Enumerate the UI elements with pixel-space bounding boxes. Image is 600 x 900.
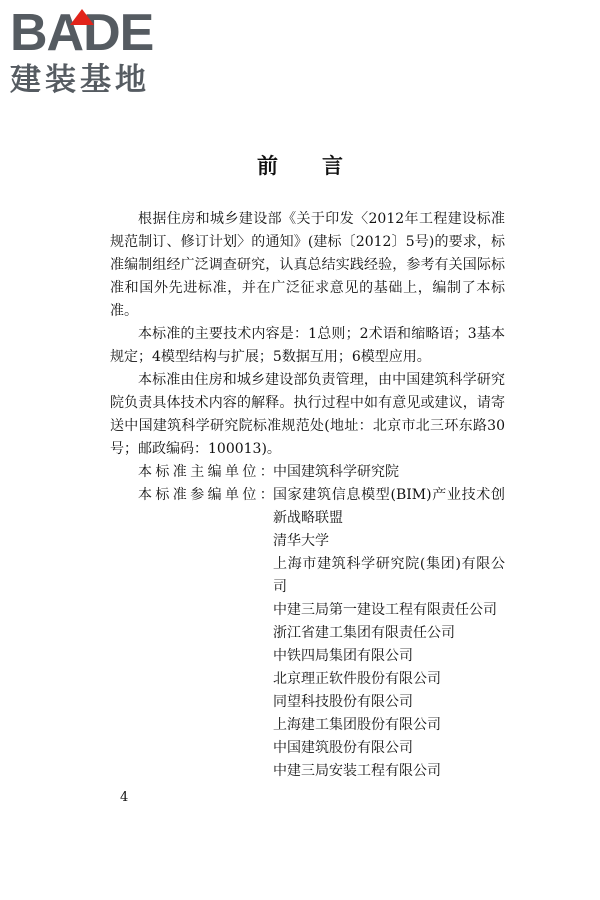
list-item: 上海建工集团股份有限公司 [273, 717, 441, 733]
participant-units-list [273, 484, 505, 783]
logo-subtitle: 建装基地 [10, 62, 150, 98]
paragraph-intro: 根据住房和城乡建设部《关于印发〈2012年工程建设标准规范制订、修订计划〉的通知》(建标〔2012〕5号)的要求，标准编制组经广泛调查研究，认真总结实践经验，参考有关国际标准和国外先进标准，并在广泛征求意见的基础上，编制了本标准。 [110, 211, 505, 319]
list-item: 中国建筑股份有限公司 [273, 740, 413, 756]
list-item: 清华大学 [273, 533, 329, 549]
editor-unit-row [110, 461, 505, 484]
list-item: 中铁四局集团有限公司 [273, 648, 413, 664]
list-item: 中建三局第一建设工程有限责任公司 [273, 602, 497, 618]
list-item: 浙江省建工集团有限责任公司 [273, 625, 455, 641]
list-item: 上海市建筑科学研究院(集团)有限公司 [273, 556, 505, 595]
paragraph-contents: 本标准的主要技术内容是：1总则；2术语和缩略语；3基本规定；4模型结构与扩展；5数据互用；6模型应用。 [110, 326, 505, 365]
list-item: 中建三局安装工程有限公司 [273, 763, 441, 779]
page-number: 4 [120, 790, 129, 805]
participant-units-label: 本标准参编单位： [138, 487, 278, 503]
logo-wordmark: BADE [10, 4, 154, 62]
list-item: 国家建筑信息模型(BIM)产业技术创新战略联盟 [273, 487, 505, 526]
editor-unit-label: 本标准主编单位： [138, 464, 278, 480]
list-item: 同望科技股份有限公司 [273, 694, 413, 710]
editor-unit-value: 中国建筑科学研究院 [273, 464, 399, 480]
document-body [110, 208, 505, 783]
units-section [110, 461, 505, 783]
bade-logo [10, 6, 185, 98]
logo-accent-triangle [70, 9, 94, 25]
participant-units-row [110, 484, 505, 783]
list-item: 北京理正软件股份有限公司 [273, 671, 441, 687]
page-title: 前言 [257, 154, 387, 178]
paragraph-management: 本标准由住房和城乡建设部负责管理，由中国建筑科学研究院负责具体技术内容的解释。执行过程中如有意见或建议，请寄送中国建筑科学研究院标准规范处(地址：北京市北三环东路30号；邮政编码：100013)。 [110, 372, 505, 457]
